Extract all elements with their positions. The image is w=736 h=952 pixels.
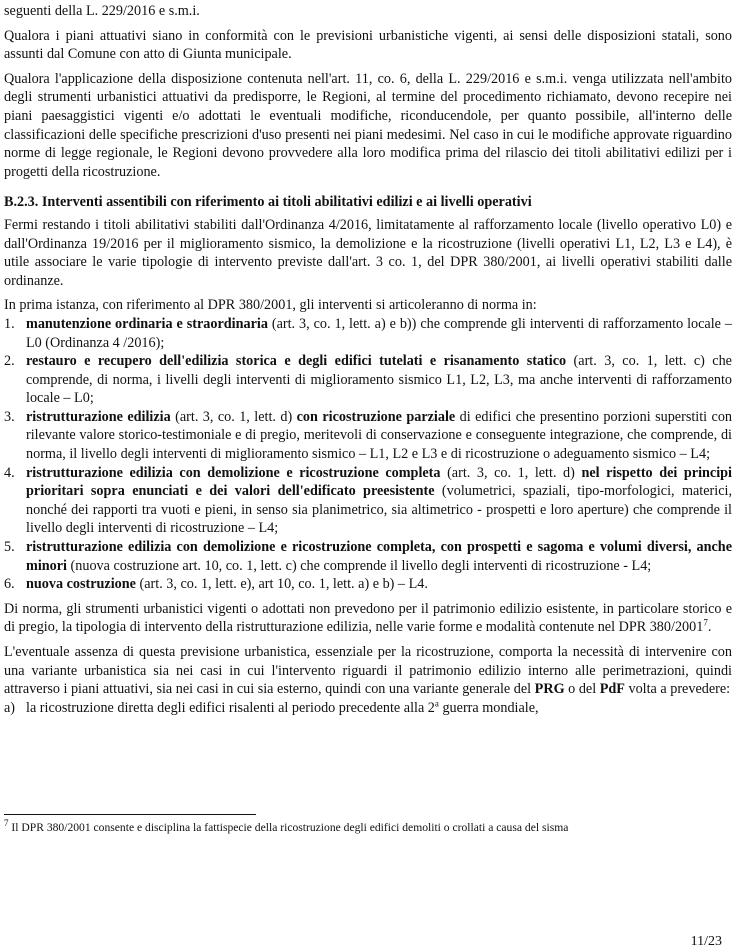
intervention-list: [4, 315, 732, 594]
list-item: 1. manutenzione ordinaria e straordinaria (art. 3, co. 1, lett. a) e b)) che comprende gli interventi di rafforzamento locale – L0 (Ordinanza 4 /2016);: [4, 315, 732, 351]
list-item: 4. ristrutturazione edilizia con demolizione e ricostruzione completa (art. 3, co. 1, lett. d) nel rispetto dei principi prioritari sopra enunciati e dei valori dell'edificato preesistente (volumetrici, spaziali, tipo-morfologici, materici, nonché dei rapporti tra vuoti e pieni, in senso sia planimetrico, sia altimetrico - prospetti e loro aperture) che comprende il livello degli interventi di ricostruzione – L4;: [4, 464, 733, 537]
footnote: $^7$ Il DPR 380/2001 consente e disciplina la fattispecie della ricostruzione degli edifici demoliti o crollati a causa del sisma: [4, 818, 569, 834]
footnote-divider: [4, 814, 256, 815]
paragraph-2: Qualora l'applicazione della disposizione contenuta nell'art. 11, co. 6, della L. 229/2016 e s.m.i. venga utilizzata nell'ambito degli strumenti urbanistici attuativi da predisporre, le Regioni, al termine del procedimento richiamato, devono recepire nei piani paesaggistici vigenti e/o adottati le eventuali modifiche, riconducendole, per quanto possibile, all'interno delle classificazioni delle specifiche prescrizioni d'uso presenti nei piani medesimi. Nel caso in cui le modifiche approvate riguardino norme di legge regionale, le Regioni devono provvedere alla loro modifica prima del rilascio dei titoli abilitativi edilizi per i progetti della ricostruzione.: [4, 70, 732, 180]
list-item: 6. nuova costruzione (art. 3, co. 1, lett. e), art 10, co. 1, lett. a) e b) – L4.: [4, 576, 428, 593]
paragraph-0: seguenti della L. 229/2016 e s.m.i.: [4, 3, 200, 19]
paragraph-5: Di norma, gli strumenti urbanistici vigenti o adottati non prevedono per il patrimonio edilizio esistente, in particolare storico e di pregio, la tipologia di intervento della ristrutturazione edilizia, nelle varie forme e modalità contenute nel DPR 380/2001$^7$.: [4, 600, 732, 636]
document-page: [4, 0, 732, 952]
footnote-ref: 7: [703, 617, 708, 628]
paragraph-4: In prima istanza, con riferimento al DPR 380/2001, gli interventi si articoleranno di norma in:: [4, 297, 537, 314]
list-item: a) la ricostruzione diretta degli edifici risalenti al periodo precedente alla 2$^a$ guerra mondiale,: [4, 698, 539, 716]
paragraph-1: Qualora i piani attuativi siano in conformità con le previsioni urbanistiche vigenti, ai sensi delle disposizioni statali, sono assunti dal Comune con atto di Giunta municipale.: [4, 27, 732, 63]
list-item: 3. ristrutturazione edilizia (art. 3, co. 1, lett. d) con ricostruzione parziale di edifici che presentino porzioni superstiti con rilevante valore storico-testimoniale e di pregio, meritevoli di conservazione e conseguente integrazione, che comprende, di norma, il livello degli interventi di miglioramento sismico – L1, L2 e L3 e di ricostruzione o adeguamento sismico – L4;: [4, 408, 733, 463]
sub-list: [4, 699, 732, 718]
list-item: 2. restauro e recupero dell'edilizia storica e degli edifici tutelati e risanamento statico (art. 3, co. 1, lett. c) che comprende, di norma, i livelli degli interventi di miglioramento sismico L1, L2, L3, ma anche interventi di rafforzamento locale – L0;: [4, 353, 732, 407]
paragraph-3: Fermi restando i titoli abilitativi stabiliti dall'Ordinanza 4/2016, limitatamente al rafforzamento locale (livello operativo L0) e dall'Ordinanza 19/2016 per il miglioramento sismico, la demolizione e la ricostruzione (livelli operativi L1, L2, L3 e L4), è utile associare le varie tipologie di intervento previste dall'art. 3 co. 1, del DPR 380/2001, ai livelli operativi stabiliti dalle ordinanze.: [4, 216, 732, 289]
page-number: 11/23: [690, 934, 722, 949]
list-item: 5. ristrutturazione edilizia con demolizione e ricostruzione completa, con prospetti e sagoma e volumi diversi, anche minori (nuova costruzione art. 10, co. 1, lett. c) che comprende il livello degli interventi di ricostruzione - L4;: [4, 539, 732, 574]
section-heading: B.2.3. Interventi assentibili con riferimento ai titoli abilitativi edilizi e ai livelli operativi: [4, 194, 532, 211]
paragraph-6: L'eventuale assenza di questa previsione urbanistica, essenziale per la ricostruzione, comporta la necessità di intervenire con una variante urbanistica sia nei casi in cui l'intervento riguardi il patrimonio edilizio interno alle perimetrazioni, quindi attraverso i piani attuativi, sia nei casi in cui sia esterno, quindi con una variante generale del PRG o del PdF volta a prevedere:: [4, 644, 732, 698]
